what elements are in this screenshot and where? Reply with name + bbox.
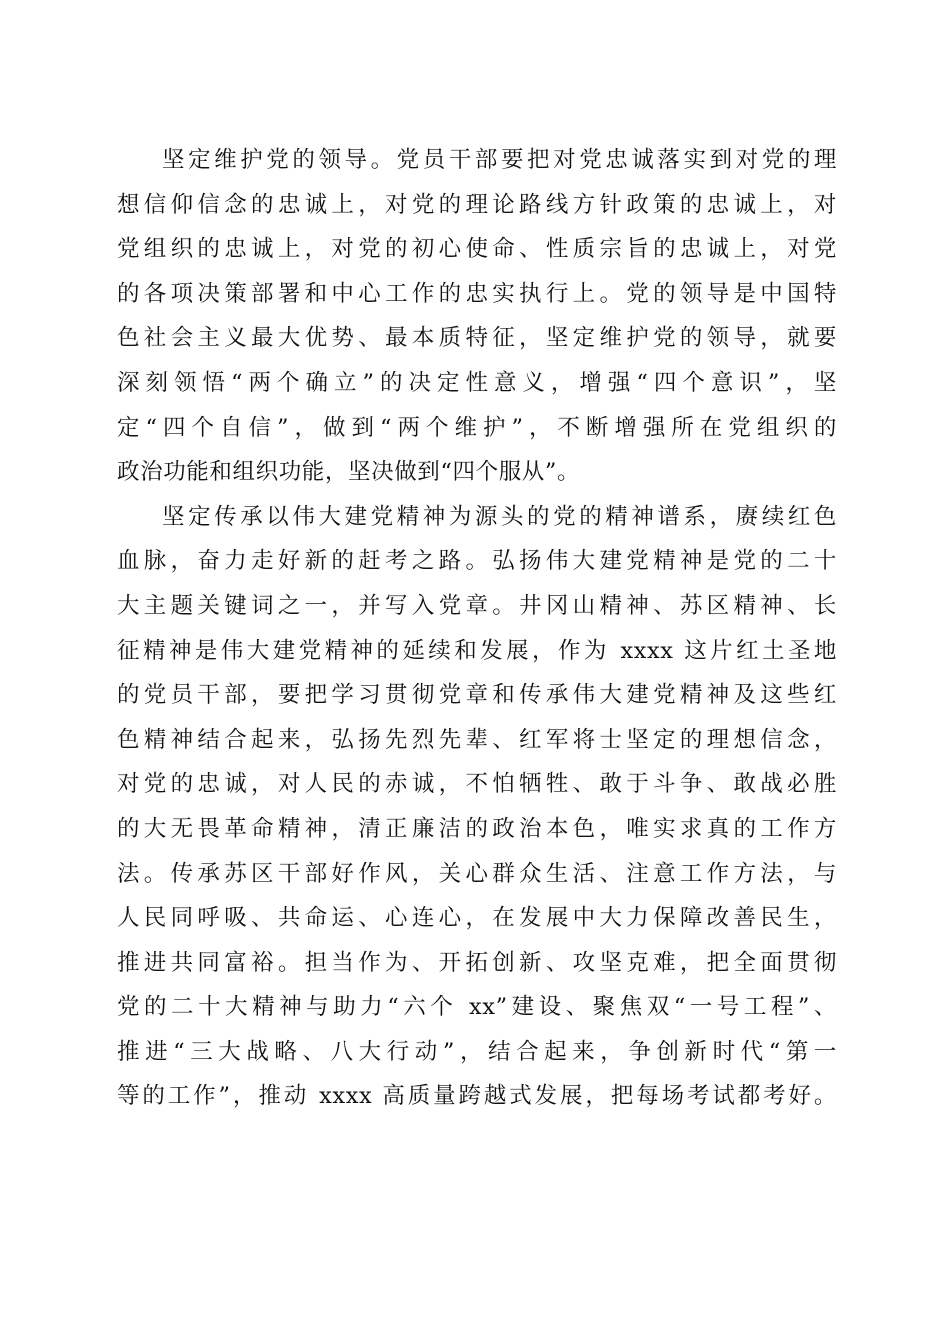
paragraph-1	[117, 138, 837, 495]
document-body	[117, 138, 837, 1119]
paragraph-line: 党组织的忠诚上，对党的初心使命、性质宗旨的忠诚上，对党	[117, 236, 837, 263]
paragraph-line: 坚定传承以伟大建党精神为源头的党的精神谱系，赓续红色	[162, 503, 837, 530]
paragraph-line: 推进“三大战略、八大行动”，结合起来，争创新时代“第一	[117, 1038, 837, 1065]
paragraph-line: 的各项决策部署和中心工作的忠实执行上。党的领导是中国特	[117, 280, 837, 307]
paragraph-line: 的大无畏革命精神，清正廉洁的政治本色，唯实求真的工作方	[117, 815, 837, 842]
paragraph-line: 想信仰信念的忠诚上，对党的理论路线方针政策的忠诚上，对	[117, 191, 837, 218]
paragraph-line: 党的二十大精神与助力“六个 xx”建设、聚焦双“一号工程”、	[117, 994, 837, 1021]
paragraph-line: 对党的忠诚，对人民的赤诚，不怕牺牲、敢于斗争、敢战必胜	[117, 771, 837, 798]
paragraph-line: 深刻领悟“两个确立”的决定性意义，增强“四个意识”，坚	[117, 369, 837, 396]
paragraph-line: 法。传承苏区干部好作风，关心群众生活、注意工作方法，与	[117, 860, 837, 887]
paragraph-line: 色精神结合起来，弘扬先烈先辈、红军将士坚定的理想信念，	[117, 726, 837, 753]
paragraph-line: 人民同呼吸、共命运、心连心，在发展中大力保障改善民生，	[117, 905, 837, 932]
paragraph-line: 推进共同富裕。担当作为、开拓创新、攻坚克难，把全面贯彻	[117, 949, 837, 976]
paragraph-line: 血脉，奋力走好新的赶考之路。弘扬伟大建党精神是党的二十	[117, 548, 837, 575]
paragraph-2	[117, 495, 837, 1119]
paragraph-line: 定“四个自信”，做到“两个维护”，不断增强所在党组织的	[117, 414, 837, 441]
paragraph-line: 色社会主义最大优势、最本质特征，坚定维护党的领导，就要	[117, 325, 837, 352]
paragraph-line: 的党员干部，要把学习贯彻党章和传承伟大建党精神及这些红	[117, 682, 837, 709]
paragraph-line: 等的工作”，推动 xxxx 高质量跨越式发展，把每场考试都考好。	[117, 1083, 837, 1110]
paragraph-line: 征精神是伟大建党精神的延续和发展，作为 xxxx 这片红土圣地	[117, 637, 837, 664]
paragraph-line: 政治功能和组织功能，坚决做到“四个服从”。	[117, 459, 581, 486]
paragraph-line: 大主题关键词之一，并写入党章。井冈山精神、苏区精神、长	[117, 592, 837, 619]
paragraph-line: 坚定维护党的领导。党员干部要把对党忠诚落实到对党的理	[162, 147, 837, 173]
